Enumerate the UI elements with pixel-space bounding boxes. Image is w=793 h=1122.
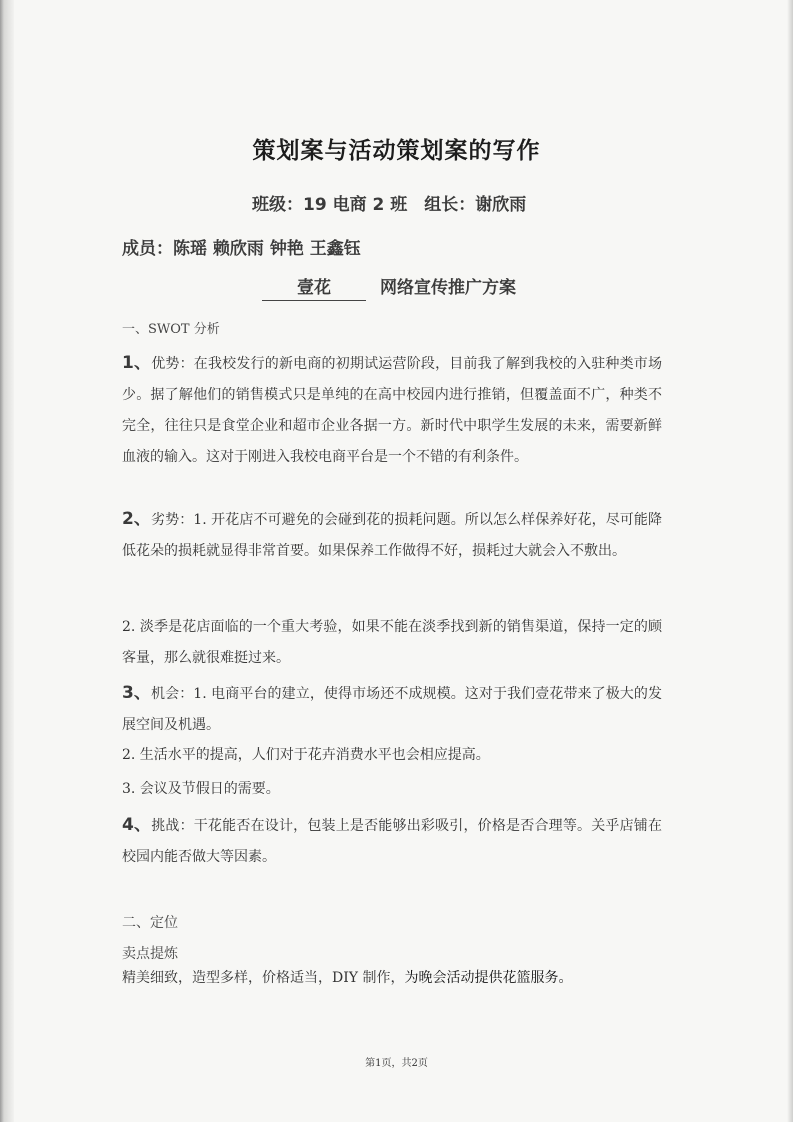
positioning-heading: 二、定位 — [122, 915, 178, 931]
opportunity-paragraph — [122, 678, 662, 741]
selling-text-a: 精美细致，造型多样，价格适当，DIY 制作， — [122, 970, 405, 986]
plan-title — [262, 273, 516, 301]
weakness-text: 劣势：1. 开花店不可避免的会碰到花的损耗问题。所以怎么样保养好花，尽可能降低花朵的损耗就显得非常首要。如果保养工作做得不好，损耗过大就会入不敷出。 — [122, 512, 662, 559]
members-line: 成员：陈瑶 赖欣雨 钟艳 王鑫钰 — [122, 239, 361, 259]
strength-paragraph — [122, 348, 662, 473]
selling-text — [122, 963, 682, 994]
weakness-item: 2. 淡季是花店面临的一个重大考验，如果不能在淡季找到新的销售渠道，保持一定的顾客量，那么就很难挺过来。 — [122, 619, 662, 666]
opportunity-item: 2. 生活水平的提高，人们对于花卉消费水平也会相应提高。 — [122, 747, 490, 763]
scan-edge — [0, 0, 14, 1122]
opportunity-item: 3. 会议及节假日的需要。 — [122, 781, 280, 797]
plan-suffix: 网络宣传推广方案 — [380, 278, 516, 298]
strength-text: 优势：在我校发行的新电商的初期试运营阶段，目前我了解到我校的入驻种类市场少。据了解他们的销售模式只是单纯的在高中校园内进行推销，但覆盖面不广，种类不完全，往往只是食堂企业和超市企业各据一方。新时代中职学生发展的未来，需要新鲜血液的输入。这对于刚进入我校电商平台是一个不错的有利条件。 — [122, 356, 662, 465]
swot-heading: 一、SWOT 分析 — [122, 322, 220, 337]
section-number: 3、 — [122, 683, 152, 703]
threat-text: 挑战：干花能否在设计，包装上是否能够出彩吸引，价格是否合理等。关乎店铺在校园内能否做大等因素。 — [122, 818, 662, 865]
section-number: 2、 — [122, 509, 152, 529]
plan-name: 壹花 — [262, 273, 366, 301]
document-title: 策划案与活动策划案的写作 — [252, 138, 541, 164]
page-footer: 第1页，共2页 — [365, 1058, 428, 1069]
scan-edge — [787, 0, 793, 1122]
weakness-paragraph — [122, 504, 662, 567]
section-number: 1、 — [122, 353, 152, 373]
opportunity-text: 机会：1. 电商平台的建立，使得市场还不成规模。这对于我们壹花带来了极大的发展空间及机遇。 — [122, 686, 662, 733]
class-info: 班级：19 电商 2 班 组长：谢欣雨 — [252, 195, 527, 215]
section-number: 4、 — [122, 815, 152, 835]
threat-paragraph — [122, 810, 662, 873]
selling-heading: 卖点提炼 — [122, 946, 178, 962]
selling-text-b: 为晚会活动提供花篮服务。 — [404, 970, 573, 986]
